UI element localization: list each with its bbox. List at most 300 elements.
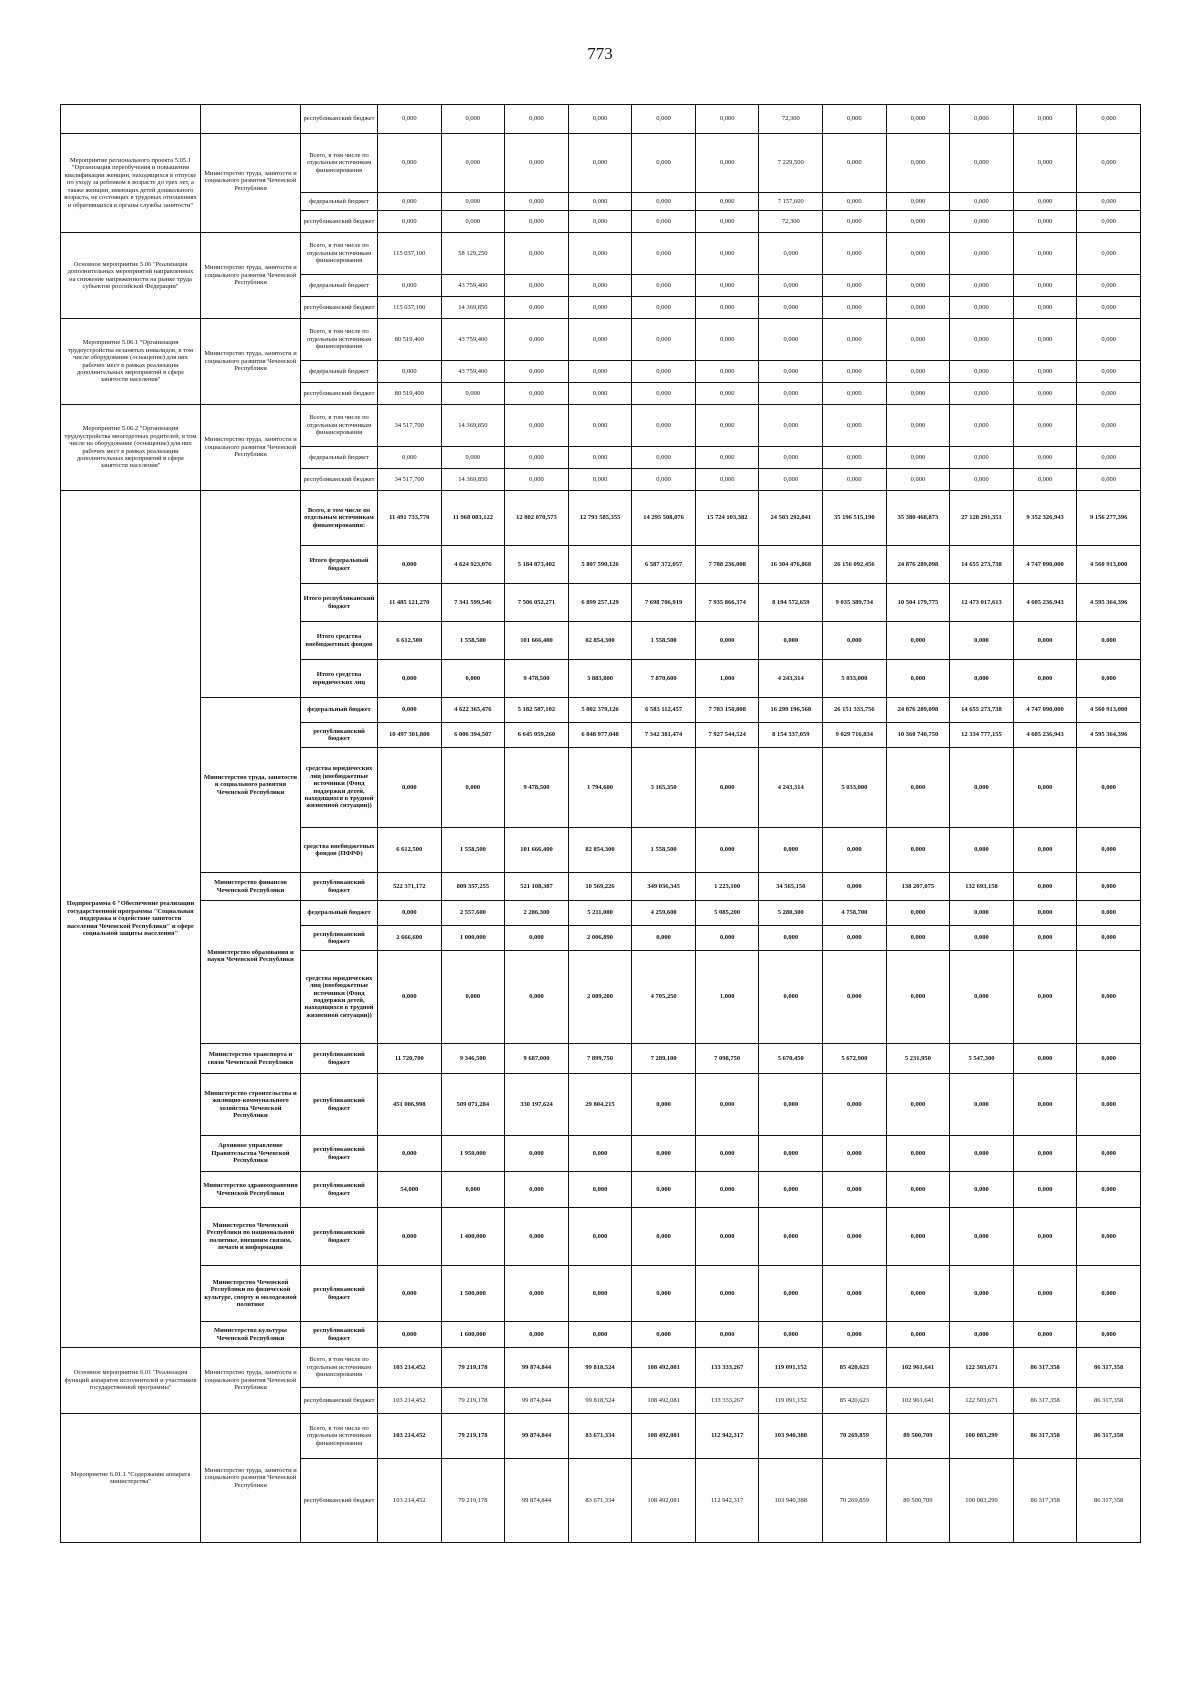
amount-cell: 0,000 — [1077, 660, 1141, 698]
amount-cell: 0,000 — [886, 383, 950, 405]
amount-cell: 0,000 — [1077, 319, 1141, 361]
amount-cell: 0,000 — [1013, 297, 1077, 319]
amount-cell: 26 156 092,456 — [823, 546, 887, 584]
amount-cell: 0,000 — [886, 1172, 950, 1208]
responsible-labor: Министерство труда, занятости и социального развития Чеченской Республики — [201, 1348, 301, 1414]
amount-cell: 0,000 — [759, 275, 823, 297]
amount-cell: 9 156 277,396 — [1077, 491, 1141, 546]
amount-cell: 7 342 381,474 — [632, 723, 696, 748]
amount-cell: 0,000 — [759, 297, 823, 319]
amount-cell: 0,000 — [632, 1208, 696, 1266]
amount-cell: 0,000 — [632, 405, 696, 447]
amount-cell: 0,000 — [695, 233, 759, 275]
amount-cell: 0,000 — [886, 926, 950, 951]
amount-cell: 1,000 — [695, 660, 759, 698]
amount-cell: 0,000 — [695, 105, 759, 134]
amount-cell: 0,000 — [632, 361, 696, 383]
funding-source-cell: республиканский бюджет — [301, 926, 378, 951]
amount-cell: 12 473 017,613 — [950, 584, 1014, 622]
amount-cell: 4 747 090,000 — [1013, 546, 1077, 584]
amount-cell: 0,000 — [759, 1172, 823, 1208]
amount-cell: 5 280,300 — [759, 901, 823, 926]
amount-cell: 9 352 326,943 — [1013, 491, 1077, 546]
amount-cell: 0,000 — [950, 828, 1014, 873]
amount-cell: 10 360 740,750 — [886, 723, 950, 748]
amount-cell: 0,000 — [568, 319, 632, 361]
amount-cell: 0,000 — [823, 275, 887, 297]
amount-cell: 0,000 — [886, 275, 950, 297]
amount-cell: 7 698 706,919 — [632, 584, 696, 622]
amount-cell: 9 029 716,834 — [823, 723, 887, 748]
amount-cell: 0,000 — [505, 1266, 569, 1322]
amount-cell: 43 759,400 — [441, 275, 505, 297]
amount-cell: 0,000 — [1013, 447, 1077, 469]
amount-cell: 0,000 — [568, 134, 632, 193]
amount-cell: 0,000 — [759, 1074, 823, 1136]
responsible-construction: Министерство строительства и жилищно-коммунального хозяйства Чеченской Республики — [201, 1074, 301, 1136]
amount-cell: 16 304 476,868 — [759, 546, 823, 584]
amount-cell: 6 006 394,507 — [441, 723, 505, 748]
amount-cell: 0,000 — [1013, 193, 1077, 211]
amount-cell: 0,000 — [886, 660, 950, 698]
amount-cell: 0,000 — [378, 361, 442, 383]
amount-cell: 34 517,700 — [378, 469, 442, 491]
activity-name-5-05-1: Мероприятие регионального проекта 5.05.1 "Организация переобучения и повышения квалификации женщин, находящихся в отпуске по уходу за ребенком в возрасте до трех лет, а также женщин, имеющих детей дошкольного возраста, не состоящих в трудовых отношениях и обратившихся в органы службы занятости" — [61, 134, 201, 233]
amount-cell: 14 369,850 — [441, 405, 505, 447]
amount-cell: 5 547,300 — [950, 1044, 1014, 1074]
amount-cell: 5 184 873,402 — [505, 546, 569, 584]
amount-cell: 6 612,500 — [378, 828, 442, 873]
amount-cell: 0,000 — [632, 383, 696, 405]
amount-cell: 0,000 — [632, 105, 696, 134]
amount-cell: 0,000 — [823, 1208, 887, 1266]
amount-cell: 0,000 — [1077, 622, 1141, 660]
amount-cell: 85 420,623 — [823, 1348, 887, 1388]
amount-cell: 0,000 — [950, 622, 1014, 660]
amount-cell: 43 759,400 — [441, 361, 505, 383]
amount-cell: 6 645 059,260 — [505, 723, 569, 748]
amount-cell: 0,000 — [568, 447, 632, 469]
amount-cell: 99 874,844 — [505, 1388, 569, 1414]
responsible-labor: Министерство труда, занятости и социального развития Чеченской Республики — [201, 1414, 301, 1543]
responsible-transport: Министерство транспорта и связи Чеченской Республики — [201, 1044, 301, 1074]
amount-cell: 6 587 372,057 — [632, 546, 696, 584]
amount-cell: 1 558,500 — [632, 622, 696, 660]
amount-cell: 0,000 — [632, 447, 696, 469]
amount-cell: 132 693,158 — [950, 873, 1014, 901]
amount-cell: 3 883,800 — [568, 660, 632, 698]
amount-cell: 0,000 — [505, 951, 569, 1044]
amount-cell: 0,000 — [886, 828, 950, 873]
amount-cell: 0,000 — [695, 1322, 759, 1348]
amount-cell: 0,000 — [1077, 447, 1141, 469]
amount-cell: 0,000 — [505, 361, 569, 383]
amount-cell: 0,000 — [759, 828, 823, 873]
amount-cell: 0,000 — [378, 951, 442, 1044]
amount-cell: 6 848 977,048 — [568, 723, 632, 748]
amount-cell: 0,000 — [823, 469, 887, 491]
amount-cell: 0,000 — [632, 134, 696, 193]
amount-cell: 7 098,750 — [695, 1044, 759, 1074]
amount-cell: 0,000 — [378, 275, 442, 297]
amount-cell: 0,000 — [950, 447, 1014, 469]
amount-cell: 1 223,100 — [695, 873, 759, 901]
responsible-labor: Министерство труда, занятости и социального развития Чеченской Республики — [201, 405, 301, 491]
amount-cell: 0,000 — [505, 1322, 569, 1348]
amount-cell: 4 595 364,396 — [1077, 584, 1141, 622]
amount-cell: 0,000 — [568, 233, 632, 275]
amount-cell: 0,000 — [823, 361, 887, 383]
amount-cell: 0,000 — [950, 405, 1014, 447]
amount-cell: 0,000 — [568, 405, 632, 447]
amount-cell: 0,000 — [505, 233, 569, 275]
amount-cell: 0,000 — [886, 1208, 950, 1266]
amount-cell: 7 229,500 — [759, 134, 823, 193]
amount-cell: 0,000 — [950, 1322, 1014, 1348]
funding-source-cell: Итого средства юридических лиц — [301, 660, 378, 698]
amount-cell: 0,000 — [695, 1136, 759, 1172]
amount-cell: 6 899 257,129 — [568, 584, 632, 622]
amount-cell: 79 219,178 — [441, 1414, 505, 1459]
amount-cell: 0,000 — [568, 1208, 632, 1266]
amount-cell: 102 961,641 — [886, 1348, 950, 1388]
amount-cell: 0,000 — [505, 211, 569, 233]
amount-cell: 0,000 — [1013, 1172, 1077, 1208]
amount-cell: 0,000 — [759, 383, 823, 405]
amount-cell: 0,000 — [823, 383, 887, 405]
amount-cell: 0,000 — [441, 105, 505, 134]
amount-cell: 0,000 — [505, 1136, 569, 1172]
amount-cell: 14 655 273,738 — [950, 546, 1014, 584]
amount-cell: 5 033,000 — [823, 660, 887, 698]
amount-cell: 108 492,081 — [632, 1348, 696, 1388]
amount-cell: 11 485 121,270 — [378, 584, 442, 622]
amount-cell: 4 758,700 — [823, 901, 887, 926]
amount-cell: 103 940,388 — [759, 1459, 823, 1543]
amount-cell: 0,000 — [505, 926, 569, 951]
amount-cell: 0,000 — [632, 275, 696, 297]
funding-source-cell: республиканский бюджет — [301, 1074, 378, 1136]
amount-cell: 9 478,500 — [505, 748, 569, 828]
amount-cell: 70 269,859 — [823, 1414, 887, 1459]
amount-cell: 0,000 — [1013, 873, 1077, 901]
amount-cell: 103 214,452 — [378, 1348, 442, 1388]
amount-cell: 10 497 301,800 — [378, 723, 442, 748]
amount-cell: 0,000 — [886, 361, 950, 383]
amount-cell: 0,000 — [759, 622, 823, 660]
amount-cell: 0,000 — [1013, 951, 1077, 1044]
funding-source-cell: Всего, в том числе по отдельным источникам финансирования — [301, 319, 378, 361]
amount-cell: 86 317,358 — [1013, 1459, 1077, 1543]
responsible-health: Министерство здравоохранения Чеченской Республики — [201, 1172, 301, 1208]
amount-cell: 0,000 — [1013, 405, 1077, 447]
amount-cell: 0,000 — [505, 447, 569, 469]
amount-cell: 0,000 — [886, 1322, 950, 1348]
amount-cell: 99 874,844 — [505, 1348, 569, 1388]
amount-cell: 133 333,267 — [695, 1348, 759, 1388]
amount-cell: 0,000 — [378, 193, 442, 211]
amount-cell: 0,000 — [886, 319, 950, 361]
amount-cell: 103 214,452 — [378, 1388, 442, 1414]
responsible-sport: Министерство Чеченской Республики по физической культуре, спорту и молодежной политике — [201, 1266, 301, 1322]
amount-cell: 16 299 196,568 — [759, 698, 823, 723]
responsible-labor: Министерство труда, занятости и социального развития Чеченской Республики — [201, 134, 301, 233]
funding-source-cell: республиканский бюджет — [301, 105, 378, 134]
amount-cell: 0,000 — [568, 1172, 632, 1208]
amount-cell: 108 492,081 — [632, 1388, 696, 1414]
amount-cell: 8 194 572,659 — [759, 584, 823, 622]
amount-cell: 0,000 — [886, 748, 950, 828]
amount-cell: 0,000 — [886, 447, 950, 469]
amount-cell: 79 219,178 — [441, 1388, 505, 1414]
amount-cell: 26 151 333,756 — [823, 698, 887, 723]
page-number: 773 — [587, 44, 613, 63]
amount-cell: 7 899,750 — [568, 1044, 632, 1074]
amount-cell: 83 671,334 — [568, 1414, 632, 1459]
amount-cell: 0,000 — [1013, 1208, 1077, 1266]
amount-cell: 0,000 — [950, 134, 1014, 193]
amount-cell: 5 231,950 — [886, 1044, 950, 1074]
amount-cell: 0,000 — [886, 1136, 950, 1172]
funding-source-cell: федеральный бюджет — [301, 447, 378, 469]
amount-cell: 7 870,600 — [632, 660, 696, 698]
amount-cell: 99 874,844 — [505, 1459, 569, 1543]
amount-cell: 0,000 — [1077, 211, 1141, 233]
amount-cell: 0,000 — [823, 447, 887, 469]
amount-cell: 101 666,400 — [505, 828, 569, 873]
amount-cell: 0,000 — [441, 134, 505, 193]
funding-source-cell: средства внебюджетных фондов (ПФРФ) — [301, 828, 378, 873]
amount-cell: 0,000 — [1077, 361, 1141, 383]
amount-cell: 0,000 — [950, 1172, 1014, 1208]
amount-cell: 4 259,600 — [632, 901, 696, 926]
amount-cell: 14 295 508,076 — [632, 491, 696, 546]
amount-cell: 0,000 — [695, 748, 759, 828]
amount-cell: 58 129,250 — [441, 233, 505, 275]
funding-source-cell: средства юридических лиц (внебюджетные источники (Фонд поддержки детей, находящихся в трудной жизненной ситуации)) — [301, 951, 378, 1044]
amount-cell: 5 085,200 — [695, 901, 759, 926]
amount-cell: 1 558,500 — [632, 828, 696, 873]
amount-cell: 2 089,200 — [568, 951, 632, 1044]
resp-cell-empty — [201, 491, 301, 698]
amount-cell: 0,000 — [886, 297, 950, 319]
funding-source-cell: Всего, в том числе по отдельным источникам финансирования: — [301, 491, 378, 546]
amount-cell: 0,000 — [1013, 901, 1077, 926]
amount-cell: 451 006,998 — [378, 1074, 442, 1136]
amount-cell: 0,000 — [950, 275, 1014, 297]
amount-cell: 0,000 — [823, 319, 887, 361]
amount-cell: 0,000 — [1013, 275, 1077, 297]
amount-cell: 0,000 — [950, 319, 1014, 361]
amount-cell: 4 560 913,000 — [1077, 698, 1141, 723]
amount-cell: 115 037,100 — [378, 233, 442, 275]
amount-cell: 0,000 — [505, 383, 569, 405]
amount-cell: 0,000 — [441, 193, 505, 211]
amount-cell: 11 968 083,122 — [441, 491, 505, 546]
amount-cell: 35 196 515,190 — [823, 491, 887, 546]
amount-cell: 0,000 — [695, 361, 759, 383]
amount-cell: 330 197,624 — [505, 1074, 569, 1136]
amount-cell: 10 569,226 — [568, 873, 632, 901]
amount-cell: 99 818,524 — [568, 1348, 632, 1388]
amount-cell: 1 400,000 — [441, 1208, 505, 1266]
amount-cell: 1 558,500 — [441, 828, 505, 873]
amount-cell: 0,000 — [1013, 134, 1077, 193]
amount-cell: 115 037,100 — [378, 297, 442, 319]
amount-cell: 0,000 — [1013, 361, 1077, 383]
amount-cell: 43 759,400 — [441, 319, 505, 361]
amount-cell: 1 500,000 — [441, 1266, 505, 1322]
amount-cell: 0,000 — [1013, 319, 1077, 361]
amount-cell: 10 504 179,775 — [886, 584, 950, 622]
amount-cell: 7 788 236,008 — [695, 546, 759, 584]
amount-cell: 0,000 — [441, 660, 505, 698]
amount-cell: 138 207,075 — [886, 873, 950, 901]
amount-cell: 86 317,358 — [1077, 1459, 1141, 1543]
amount-cell: 0,000 — [378, 1136, 442, 1172]
amount-cell: 108 492,081 — [632, 1459, 696, 1543]
amount-cell: 0,000 — [505, 297, 569, 319]
amount-cell: 4 705,250 — [632, 951, 696, 1044]
amount-cell: 2 286,300 — [505, 901, 569, 926]
responsible-labor: Министерство труда, занятости и социального развития Чеченской Республики — [201, 233, 301, 319]
amount-cell: 2 557,600 — [441, 901, 505, 926]
amount-cell: 9 687,000 — [505, 1044, 569, 1074]
amount-cell: 0,000 — [1013, 105, 1077, 134]
amount-cell: 4 605 236,943 — [1013, 584, 1077, 622]
amount-cell: 0,000 — [886, 105, 950, 134]
amount-cell: 0,000 — [886, 233, 950, 275]
funding-source-cell: республиканский бюджет — [301, 873, 378, 901]
funding-source-cell: республиканский бюджет — [301, 1044, 378, 1074]
amount-cell: 0,000 — [759, 319, 823, 361]
amount-cell: 54,000 — [378, 1172, 442, 1208]
amount-cell: 0,000 — [441, 951, 505, 1044]
funding-source-cell: Итого республиканский бюджет — [301, 584, 378, 622]
responsible-labor: Министерство труда, занятости и социального развития Чеченской Республики — [201, 698, 301, 873]
amount-cell: 0,000 — [823, 1172, 887, 1208]
amount-cell: 0,000 — [823, 873, 887, 901]
amount-cell: 112 942,317 — [695, 1459, 759, 1543]
budget-table — [60, 104, 1141, 1543]
amount-cell: 99 818,524 — [568, 1388, 632, 1414]
funding-source-cell: федеральный бюджет — [301, 193, 378, 211]
amount-cell: 2 006,890 — [568, 926, 632, 951]
amount-cell: 133 333,267 — [695, 1388, 759, 1414]
amount-cell: 0,000 — [1077, 1074, 1141, 1136]
amount-cell: 0,000 — [823, 1136, 887, 1172]
responsible-labor: Министерство труда, занятости и социального развития Чеченской Республики — [201, 319, 301, 405]
amount-cell: 0,000 — [950, 951, 1014, 1044]
amount-cell: 0,000 — [1013, 660, 1077, 698]
amount-cell: 89 500,709 — [886, 1459, 950, 1543]
amount-cell: 0,000 — [632, 193, 696, 211]
amount-cell: 86 317,358 — [1077, 1388, 1141, 1414]
funding-source-cell: республиканский бюджет — [301, 211, 378, 233]
amount-cell: 0,000 — [695, 469, 759, 491]
amount-cell: 0,000 — [378, 1208, 442, 1266]
amount-cell: 0,000 — [695, 1266, 759, 1322]
amount-cell: 0,000 — [823, 105, 887, 134]
amount-cell: 5 182 587,102 — [505, 698, 569, 723]
amount-cell: 0,000 — [505, 1172, 569, 1208]
amount-cell: 0,000 — [950, 297, 1014, 319]
amount-cell: 86 317,358 — [1013, 1348, 1077, 1388]
amount-cell: 0,000 — [1013, 1074, 1077, 1136]
amount-cell: 7 289,100 — [632, 1044, 696, 1074]
amount-cell: 2 666,600 — [378, 926, 442, 951]
amount-cell: 0,000 — [632, 1074, 696, 1136]
amount-cell: 0,000 — [1077, 873, 1141, 901]
amount-cell: 1 794,600 — [568, 748, 632, 828]
amount-cell: 0,000 — [759, 1266, 823, 1322]
amount-cell: 0,000 — [950, 660, 1014, 698]
amount-cell: 0,000 — [378, 748, 442, 828]
amount-cell: 0,000 — [695, 447, 759, 469]
amount-cell: 0,000 — [1013, 1044, 1077, 1074]
amount-cell: 0,000 — [886, 211, 950, 233]
amount-cell: 0,000 — [632, 926, 696, 951]
amount-cell: 1 600,000 — [441, 1322, 505, 1348]
subprogram-6-name: Подпрограмма 6 "Обеспечение реализации государственной программы "Социальная поддержка и содействие занятости населения Чеченской Республики" и сфере социальной защиты населения" — [61, 491, 201, 1348]
amount-cell: 0,000 — [568, 1322, 632, 1348]
activity-name-5-06-2: Мероприятие 5.06.2 "Организация трудоустройства многодетных родителей, в том числе на оборудование (оснащение) для них рабочих мест в рамках реализации дополнительных мероприятий в сфере занятости населения" — [61, 405, 201, 491]
amount-cell: 4 624 923,076 — [441, 546, 505, 584]
amount-cell: 0,000 — [695, 828, 759, 873]
amount-cell: 103 940,388 — [759, 1414, 823, 1459]
amount-cell: 0,000 — [695, 193, 759, 211]
amount-cell: 0,000 — [1013, 926, 1077, 951]
amount-cell: 0,000 — [950, 193, 1014, 211]
amount-cell: 0,000 — [568, 1266, 632, 1322]
funding-source-cell: федеральный бюджет — [301, 698, 378, 723]
amount-cell: 0,000 — [568, 1136, 632, 1172]
amount-cell: 0,000 — [823, 405, 887, 447]
amount-cell: 809 357,255 — [441, 873, 505, 901]
funding-source-cell: Итого федеральный бюджет — [301, 546, 378, 584]
amount-cell: 4 243,314 — [759, 660, 823, 698]
amount-cell: 0,000 — [950, 383, 1014, 405]
amount-cell: 1 558,500 — [441, 622, 505, 660]
amount-cell: 0,000 — [886, 134, 950, 193]
funding-source-cell: республиканский бюджет — [301, 1388, 378, 1414]
funding-source-cell: федеральный бюджет — [301, 901, 378, 926]
amount-cell: 0,000 — [823, 233, 887, 275]
amount-cell: 72,300 — [759, 105, 823, 134]
amount-cell: 9 035 389,734 — [823, 584, 887, 622]
amount-cell: 0,000 — [441, 748, 505, 828]
amount-cell: 7 927 544,524 — [695, 723, 759, 748]
amount-cell: 0,000 — [823, 828, 887, 873]
amount-cell: 24 503 292,841 — [759, 491, 823, 546]
amount-cell: 0,000 — [759, 1208, 823, 1266]
amount-cell: 0,000 — [695, 622, 759, 660]
amount-cell: 80 519,400 — [378, 319, 442, 361]
amount-cell: 0,000 — [1077, 951, 1141, 1044]
amount-cell: 7 783 150,808 — [695, 698, 759, 723]
amount-cell: 0,000 — [886, 1074, 950, 1136]
amount-cell: 0,000 — [441, 447, 505, 469]
amount-cell: 0,000 — [378, 546, 442, 584]
amount-cell: 0,000 — [1013, 383, 1077, 405]
responsible-culture: Министерство культуры Чеченской Республики — [201, 1322, 301, 1348]
funding-source-cell: республиканский бюджет — [301, 1136, 378, 1172]
amount-cell: 522 371,172 — [378, 873, 442, 901]
amount-cell: 86 317,358 — [1077, 1414, 1141, 1459]
amount-cell: 0,000 — [823, 134, 887, 193]
funding-source-cell: Всего, в том числе по отдельным источникам финансирования — [301, 233, 378, 275]
amount-cell: 34 517,700 — [378, 405, 442, 447]
